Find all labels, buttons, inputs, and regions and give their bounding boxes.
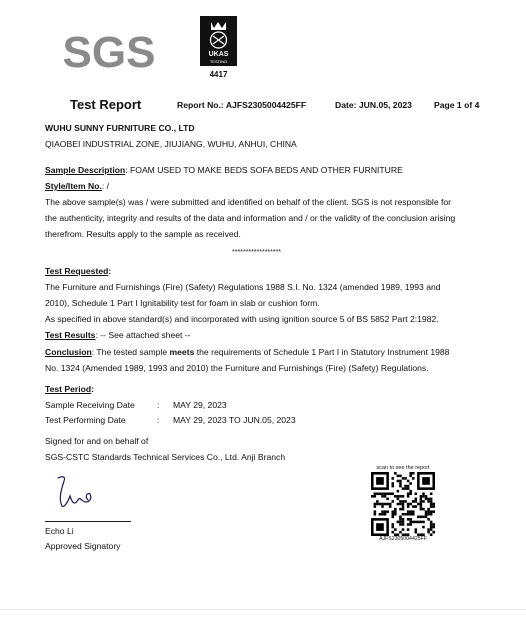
sample-description-label: Sample Description [45,165,126,175]
signatory-name: Echo Li [45,526,74,536]
svg-text:SGS: SGS [64,28,154,75]
disclaimer-line-3: therefrom. Results apply to the sample as received. [45,229,241,239]
test-results [45,329,191,342]
test-requested-label: Test Requested [45,266,109,276]
test-period-heading [45,383,94,396]
test-requested-line-1: The Furniture and Furnishings (Fire) (Safety) Regulations 1988 S.I. No. 1324 (amended 1989, 1993 and [45,282,441,292]
signature-line [45,521,131,522]
qr-caption: scan to see the report [376,465,430,471]
conclusion-line-2: No. 1324 (Amended 1989, 1993 and 2010) the Furniture and Furnishings (Fire) (Safety) Regulations. [45,363,429,373]
svg-text:TESTING: TESTING [209,59,228,64]
report-title: Test Report [70,97,142,112]
style-item-value: : / [101,181,110,191]
receiving-date-value: MAY 29, 2023 [173,400,227,410]
test-requested-line-3: As specified in above standard(s) and incorporated with using ignition source 5 of BS 5852 Part 2:1982. [45,314,439,324]
test-requested-heading [45,265,111,278]
conclusion-label: Conclusion [45,347,92,357]
test-period-colon: : [91,384,95,394]
receiving-date-separator: : [157,400,160,410]
sample-description [45,164,403,177]
svg-text:4417: 4417 [209,70,228,79]
conclusion-verdict: meets [169,347,195,357]
performing-date-separator: : [157,415,160,425]
report-number: Report No.: AJFS2305004425FF [177,100,307,110]
test-results-label: Test Results [45,330,96,340]
test-period-label: Test Period [45,384,92,394]
svg-text:UKAS: UKAS [208,51,229,58]
style-item-label: Style/Item No. [45,181,102,191]
client-address: QIAOBEI INDUSTRIAL ZONE, JIUJIANG, WUHU, ANHUI, CHINA [45,139,297,149]
signed-for-line: Signed for and on behalf of [45,436,149,446]
disclaimer-line-2: the authenticity, integrity and results of the data and information and / or the validity of the conclusion arising [45,213,456,223]
footer-divider [0,609,526,610]
company-line: SGS-CSTC Standards Technical Services Co., Ltd. Anji Branch [45,452,286,462]
page-indicator: Page 1 of 4 [434,100,480,110]
client-name: WUHU SUNNY FURNITURE CO., LTD [45,123,195,133]
receiving-date-label: Sample Receiving Date [45,400,135,410]
sample-description-value: : FOAM USED TO MAKE BEDS SOFA BEDS AND OTHER FURNITURE [125,165,403,175]
sgs-logo [64,27,154,75]
performing-date-label: Test Performing Date [45,415,126,425]
conclusion [45,346,449,359]
performing-date-value: MAY 29, 2023 TO JUN.05, 2023 [173,415,296,425]
signatory-title: Approved Signatory [45,541,121,551]
conclusion-post: the requirements of Schedule 1 Part I in Statutory Instrument 1988 [194,347,450,357]
test-results-value: : -- See attached sheet -- [95,330,191,340]
report-qr-block [370,465,436,542]
disclaimer-line-1: The above sample(s) was / were submitted and identified on behalf of the client. SGS is not responsible for [45,197,452,207]
qr-code-text: AJFS2305004425FF [379,536,427,542]
test-requested-line-2: 2010), Schedule 1 Part I Ignitability test for foam in slab or cushion form. [45,298,320,308]
conclusion-pre: : The tested sample [91,347,170,357]
separator: ****************** [232,249,282,256]
report-date: Date: JUN.05, 2023 [335,100,412,110]
style-item [45,180,109,193]
ukas-logo [198,14,239,80]
qr-code[interactable] [371,472,435,536]
test-requested-colon: : [108,266,112,276]
handwritten-signature [52,472,102,517]
